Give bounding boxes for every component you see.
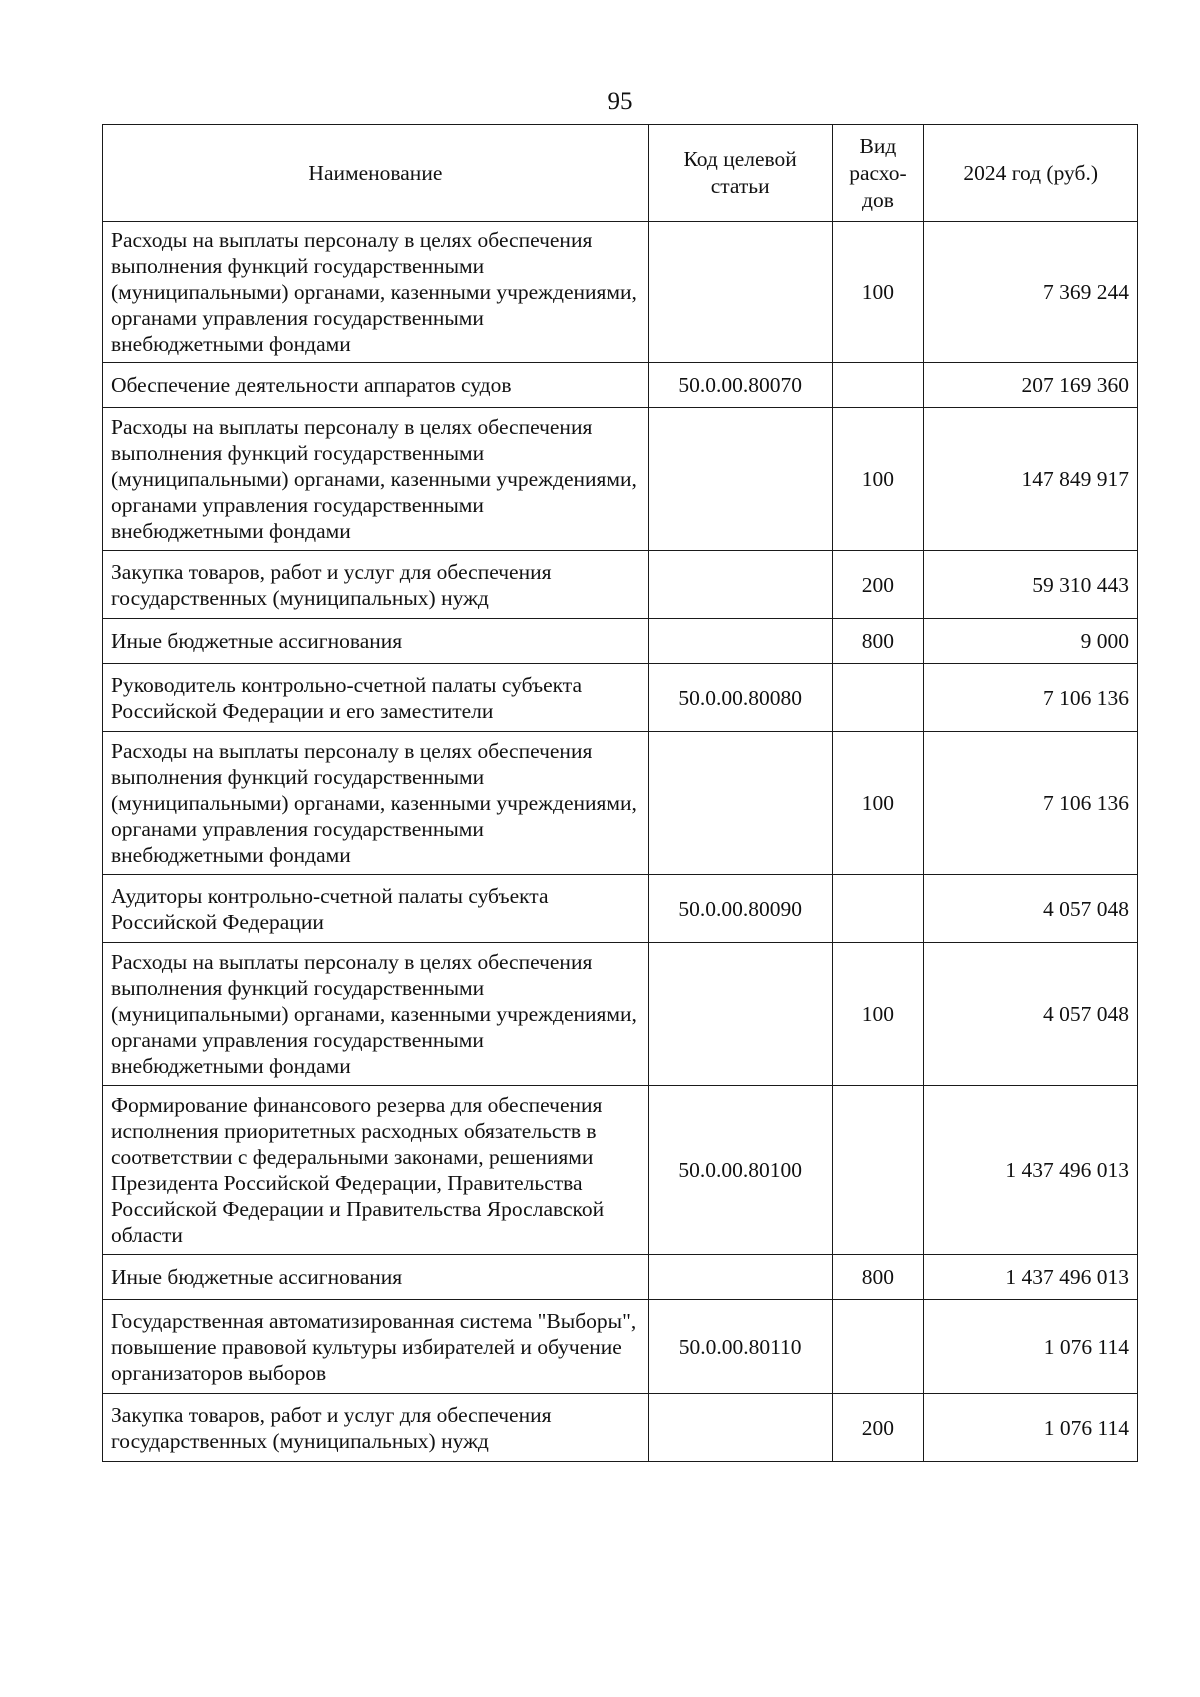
row-name: Закупка товаров, работ и услуг для обеспечения государственных (муниципальных) нужд bbox=[103, 1394, 649, 1462]
row-amount: 7 106 136 bbox=[924, 664, 1138, 732]
table-row bbox=[103, 732, 1138, 875]
row-amount: 7 106 136 bbox=[924, 732, 1138, 875]
row-type: 200 bbox=[832, 551, 924, 619]
table-row bbox=[103, 1300, 1138, 1394]
row-name: Закупка товаров, работ и услуг для обеспечения государственных (муниципальных) нужд bbox=[103, 551, 649, 619]
row-type bbox=[832, 363, 924, 408]
row-name: Государственная автоматизированная система "Выборы", повышение правовой культуры избирателей и обучение организаторов выборов bbox=[103, 1300, 649, 1394]
row-amount: 1 076 114 bbox=[924, 1394, 1138, 1462]
row-code bbox=[648, 943, 832, 1086]
row-type: 800 bbox=[832, 1255, 924, 1300]
row-type: 100 bbox=[832, 408, 924, 551]
row-type: 100 bbox=[832, 943, 924, 1086]
row-name: Расходы на выплаты персоналу в целях обеспечения выполнения функций государственными (муниципальными) органами, казенными учреждениями, органами управления государственными внебюджетными фондами bbox=[103, 408, 649, 551]
row-amount: 1 437 496 013 bbox=[924, 1255, 1138, 1300]
table-row bbox=[103, 363, 1138, 408]
table-row bbox=[103, 943, 1138, 1086]
row-name: Руководитель контрольно-счетной палаты субъекта Российской Федерации и его заместители bbox=[103, 664, 649, 732]
row-name: Иные бюджетные ассигнования bbox=[103, 1255, 649, 1300]
row-amount: 7 369 244 bbox=[924, 222, 1138, 363]
row-amount: 4 057 048 bbox=[924, 875, 1138, 943]
row-type bbox=[832, 1300, 924, 1394]
header-code: Код целевой статьи bbox=[648, 125, 832, 222]
table-row bbox=[103, 551, 1138, 619]
row-type bbox=[832, 664, 924, 732]
row-type bbox=[832, 875, 924, 943]
row-code bbox=[648, 1255, 832, 1300]
table-header-row bbox=[103, 125, 1138, 222]
row-code bbox=[648, 619, 832, 664]
page-number: 95 bbox=[607, 88, 633, 115]
row-amount: 4 057 048 bbox=[924, 943, 1138, 1086]
row-type bbox=[832, 1086, 924, 1255]
row-code: 50.0.00.80070 bbox=[648, 363, 832, 408]
table-row bbox=[103, 222, 1138, 363]
table-row bbox=[103, 1394, 1138, 1462]
table-row bbox=[103, 619, 1138, 664]
row-amount: 147 849 917 bbox=[924, 408, 1138, 551]
table-row bbox=[103, 875, 1138, 943]
row-type: 800 bbox=[832, 619, 924, 664]
row-code: 50.0.00.80090 bbox=[648, 875, 832, 943]
row-code bbox=[648, 222, 832, 363]
row-code bbox=[648, 408, 832, 551]
row-name: Формирование финансового резерва для обеспечения исполнения приоритетных расходных обязательств в соответствии с федеральными законами, решениями Президента Российской Федерации, Правительства Российской Федерации и Правительства Ярославской области bbox=[103, 1086, 649, 1255]
table-row bbox=[103, 664, 1138, 732]
row-code bbox=[648, 1394, 832, 1462]
row-name: Аудиторы контрольно-счетной палаты субъекта Российской Федерации bbox=[103, 875, 649, 943]
row-name: Расходы на выплаты персоналу в целях обеспечения выполнения функций государственными (муниципальными) органами, казенными учреждениями, органами управления государственными внебюджетными фондами bbox=[103, 732, 649, 875]
row-code bbox=[648, 732, 832, 875]
table-row bbox=[103, 1086, 1138, 1255]
header-amount: 2024 год (руб.) bbox=[924, 125, 1138, 222]
row-code: 50.0.00.80080 bbox=[648, 664, 832, 732]
row-name: Обеспечение деятельности аппаратов судов bbox=[103, 363, 649, 408]
row-type: 100 bbox=[832, 732, 924, 875]
header-type: Вид расхо-дов bbox=[832, 125, 924, 222]
header-name: Наименование bbox=[103, 125, 649, 222]
row-name: Расходы на выплаты персоналу в целях обеспечения выполнения функций государственными (муниципальными) органами, казенными учреждениями, органами управления государственными внебюджетными фондами bbox=[103, 222, 649, 363]
row-amount: 59 310 443 bbox=[924, 551, 1138, 619]
row-type: 200 bbox=[832, 1394, 924, 1462]
row-amount: 207 169 360 bbox=[924, 363, 1138, 408]
budget-table bbox=[102, 124, 1138, 1462]
row-amount: 1 076 114 bbox=[924, 1300, 1138, 1394]
table-row bbox=[103, 408, 1138, 551]
row-name: Иные бюджетные ассигнования bbox=[103, 619, 649, 664]
row-amount: 9 000 bbox=[924, 619, 1138, 664]
row-code: 50.0.00.80110 bbox=[648, 1300, 832, 1394]
row-amount: 1 437 496 013 bbox=[924, 1086, 1138, 1255]
row-code: 50.0.00.80100 bbox=[648, 1086, 832, 1255]
table-row bbox=[103, 1255, 1138, 1300]
row-code bbox=[648, 551, 832, 619]
row-name: Расходы на выплаты персоналу в целях обеспечения выполнения функций государственными (муниципальными) органами, казенными учреждениями, органами управления государственными внебюджетными фондами bbox=[103, 943, 649, 1086]
row-type: 100 bbox=[832, 222, 924, 363]
